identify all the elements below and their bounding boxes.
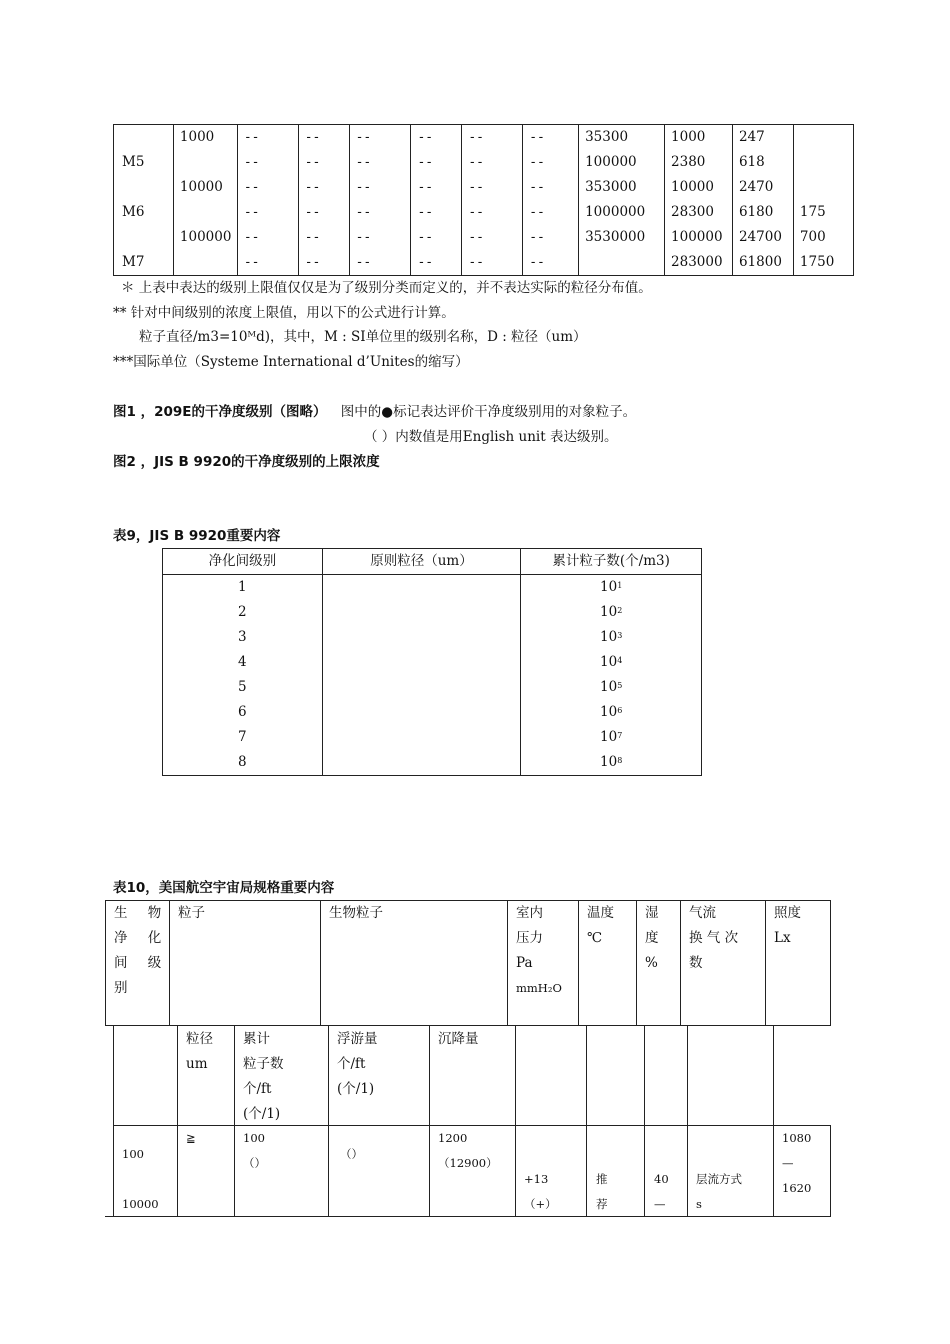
table-cell: -- — [349, 225, 411, 250]
table-row — [163, 575, 702, 601]
table-cell: -- — [237, 150, 298, 175]
level-cell: 4 — [163, 650, 323, 675]
table-cell: M5 — [114, 150, 174, 175]
level-cell: 6 — [163, 700, 323, 725]
table-cell: -- — [298, 150, 349, 175]
table-cell: -- — [462, 225, 523, 250]
sub-count: 累计 粒子数 个/ft (个/1) — [243, 1031, 284, 1122]
table-cell: -- — [349, 175, 411, 200]
data-float: （） — [340, 1147, 363, 1161]
table-cell: -- — [523, 250, 579, 276]
table-cell: -- — [411, 175, 462, 200]
table-row — [163, 625, 702, 650]
table-cell: 61800 — [732, 250, 793, 276]
header-airflow: 气流 换 气 次 数 — [689, 905, 739, 971]
data-level-2: 10000 — [122, 1197, 159, 1211]
count-cell — [521, 750, 702, 776]
size-cell — [322, 575, 521, 601]
table-cell: -- — [237, 250, 298, 276]
count-exponent: 5 — [617, 681, 623, 690]
figure-1-desc2: （ ）内数值是用English unit 表达级别。 — [364, 429, 618, 445]
table-row — [163, 725, 702, 750]
count-base: 10 — [600, 679, 618, 695]
table-cell: 353000 — [579, 175, 665, 200]
table-cell: 1000 — [173, 125, 237, 151]
table-cell: 283000 — [665, 250, 733, 276]
level-cell: 7 — [163, 725, 323, 750]
level-cell: 5 — [163, 675, 323, 700]
count-cell — [521, 625, 702, 650]
size-cell — [322, 750, 521, 776]
table-cell: -- — [298, 225, 349, 250]
table-cell: 700 — [793, 225, 853, 250]
table-row — [163, 750, 702, 776]
class-limit-table — [113, 124, 854, 276]
data-humidity: 40 — — [654, 1172, 669, 1211]
table-cell — [793, 125, 853, 151]
table-cell: -- — [349, 150, 411, 175]
header-bio: 生物粒子 — [329, 905, 383, 921]
table-cell: -- — [523, 150, 579, 175]
table-cell — [114, 125, 174, 151]
table-cell: -- — [298, 200, 349, 225]
table-cell — [173, 200, 237, 225]
figure-1-caption — [113, 400, 636, 425]
table-row — [114, 150, 854, 175]
header-count: 累计粒子数(个/m3) — [521, 549, 702, 575]
size-cell — [322, 650, 521, 675]
table-cell — [793, 150, 853, 175]
count-base: 10 — [600, 729, 618, 745]
table-cell: M7 — [114, 250, 174, 276]
header-particle: 粒子 — [178, 905, 205, 921]
data-airflow: 层流方式 s — [696, 1172, 742, 1211]
table-cell: 10000 — [665, 175, 733, 200]
table-cell: -- — [462, 150, 523, 175]
table-cell: 618 — [732, 150, 793, 175]
count-base: 10 — [600, 654, 618, 670]
count-exponent: 6 — [617, 706, 623, 715]
table-9-caption: 表9，JIS B 9920重要内容 — [113, 528, 281, 544]
table-cell: 6180 — [732, 200, 793, 225]
table-cell: -- — [349, 125, 411, 151]
table-cell: 1000 — [665, 125, 733, 151]
table-cell: -- — [237, 125, 298, 151]
count-base: 10 — [600, 604, 618, 620]
table-cell: -- — [462, 200, 523, 225]
size-cell — [322, 600, 521, 625]
data-pressure: +13 （+） — [524, 1172, 557, 1211]
count-base: 10 — [600, 754, 618, 770]
table-row — [163, 600, 702, 625]
table-row — [163, 675, 702, 700]
table-10-caption: 表10，美国航空宇宙局规格重要内容 — [113, 880, 335, 896]
count-exponent: 1 — [617, 581, 623, 590]
data-lux: 1080 — 1620 — [782, 1131, 812, 1195]
data-temp: 推 荐 — [596, 1172, 608, 1211]
level-cell: 3 — [163, 625, 323, 650]
table-cell — [114, 225, 174, 250]
count-cell — [521, 700, 702, 725]
count-exponent: 4 — [617, 656, 623, 665]
table-cell: 10000 — [173, 175, 237, 200]
table-cell: 100000 — [173, 225, 237, 250]
table-cell: -- — [237, 200, 298, 225]
table-cell — [793, 175, 853, 200]
size-cell — [322, 675, 521, 700]
table-row — [163, 700, 702, 725]
count-base: 10 — [600, 629, 618, 645]
table-cell: 1750 — [793, 250, 853, 276]
note-3: 粒子直径/m3=10ᴹd)，其中，M : SI单位里的级别名称，D : 粒径（um） — [139, 329, 587, 345]
table-cell: -- — [411, 150, 462, 175]
note-4: ***国际单位（Systeme International d’Unites的缩写） — [113, 354, 469, 370]
count-exponent: 8 — [617, 756, 623, 765]
size-cell — [322, 700, 521, 725]
count-cell — [521, 600, 702, 625]
table-cell: -- — [298, 125, 349, 151]
level-cell: 8 — [163, 750, 323, 776]
header-size: 原则粒径（um） — [322, 549, 521, 575]
table-row — [114, 175, 854, 200]
figure-2-caption: 图2 ，JIS B 9920的干净度级别的上限浓度 — [113, 454, 380, 470]
table-cell: -- — [523, 200, 579, 225]
table-cell: 100000 — [665, 225, 733, 250]
table-cell: -- — [298, 175, 349, 200]
table-row — [163, 650, 702, 675]
table-cell — [173, 150, 237, 175]
count-cell — [521, 675, 702, 700]
sub-float: 浮游量 个/ft (个/1) — [337, 1031, 378, 1097]
table-cell: -- — [237, 225, 298, 250]
table-cell: 100000 — [579, 150, 665, 175]
header-humidity: 湿 度 % — [645, 905, 659, 971]
table-cell: -- — [349, 200, 411, 225]
table-cell: -- — [237, 175, 298, 200]
table-cell: -- — [523, 225, 579, 250]
count-cell — [521, 725, 702, 750]
data-count: 100 （） — [243, 1131, 266, 1170]
table-row — [114, 250, 854, 276]
count-exponent: 3 — [617, 631, 623, 640]
data-level-1: 100 — [122, 1147, 144, 1161]
table-cell: 2470 — [732, 175, 793, 200]
count-exponent: 7 — [617, 731, 623, 740]
header-level: 净化间级别 — [163, 549, 323, 575]
table-cell — [579, 250, 665, 276]
count-cell — [521, 575, 702, 601]
table-cell: -- — [523, 175, 579, 200]
table-row — [114, 125, 854, 151]
size-cell — [322, 625, 521, 650]
table-cell: -- — [462, 250, 523, 276]
table-cell: -- — [411, 200, 462, 225]
table-cell: 175 — [793, 200, 853, 225]
level-cell: 2 — [163, 600, 323, 625]
count-base: 10 — [600, 579, 618, 595]
header-pressure: 室内 压力 Pa mmH₂O — [516, 905, 562, 995]
table-cell: 1000000 — [579, 200, 665, 225]
table-cell: M6 — [114, 200, 174, 225]
data-size: ≧ — [186, 1131, 196, 1145]
figure-1-label: 图1 ，209E的干净度级别（图略） — [113, 404, 327, 420]
count-exponent: 2 — [617, 606, 623, 615]
table-cell: 35300 — [579, 125, 665, 151]
table-cell: -- — [411, 225, 462, 250]
size-cell — [322, 725, 521, 750]
table-cell: -- — [411, 125, 462, 151]
table-cell: 24700 — [732, 225, 793, 250]
table-cell: -- — [411, 250, 462, 276]
table-cell: -- — [349, 250, 411, 276]
table-cell: -- — [298, 250, 349, 276]
count-base: 10 — [600, 704, 618, 720]
table-cell: 28300 — [665, 200, 733, 225]
data-settle: 1200 （12900） — [438, 1131, 498, 1170]
table-cell: -- — [462, 125, 523, 151]
table-cell: -- — [523, 125, 579, 151]
table-cell: 247 — [732, 125, 793, 151]
count-cell — [521, 650, 702, 675]
level-cell: 1 — [163, 575, 323, 601]
note-1: ＊ 上表中表达的级别上限值仅仅是为了级别分类而定义的，并不表达实际的粒径分布值。 — [121, 280, 652, 296]
table-row — [114, 200, 854, 225]
sub-size: 粒径 um — [186, 1031, 213, 1072]
table-cell — [114, 175, 174, 200]
sub-settle: 沉降量 — [438, 1031, 479, 1047]
figure-1-desc: 图中的●标记表达评价干净度级别用的对象粒子。 — [340, 404, 637, 420]
jis-table — [162, 548, 702, 776]
note-2: ** 针对中间级别的浓度上限值，用以下的公式进行计算。 — [113, 305, 455, 321]
table-cell: 3530000 — [579, 225, 665, 250]
header-level-cell: 生 物 净 化 间 级 别 — [114, 905, 170, 996]
table-cell: 2380 — [665, 150, 733, 175]
table-cell: -- — [462, 175, 523, 200]
table-cell — [173, 250, 237, 276]
header-temp: 温度 ℃ — [587, 905, 614, 946]
header-lux: 照度 Lx — [774, 905, 801, 946]
table-row — [114, 225, 854, 250]
